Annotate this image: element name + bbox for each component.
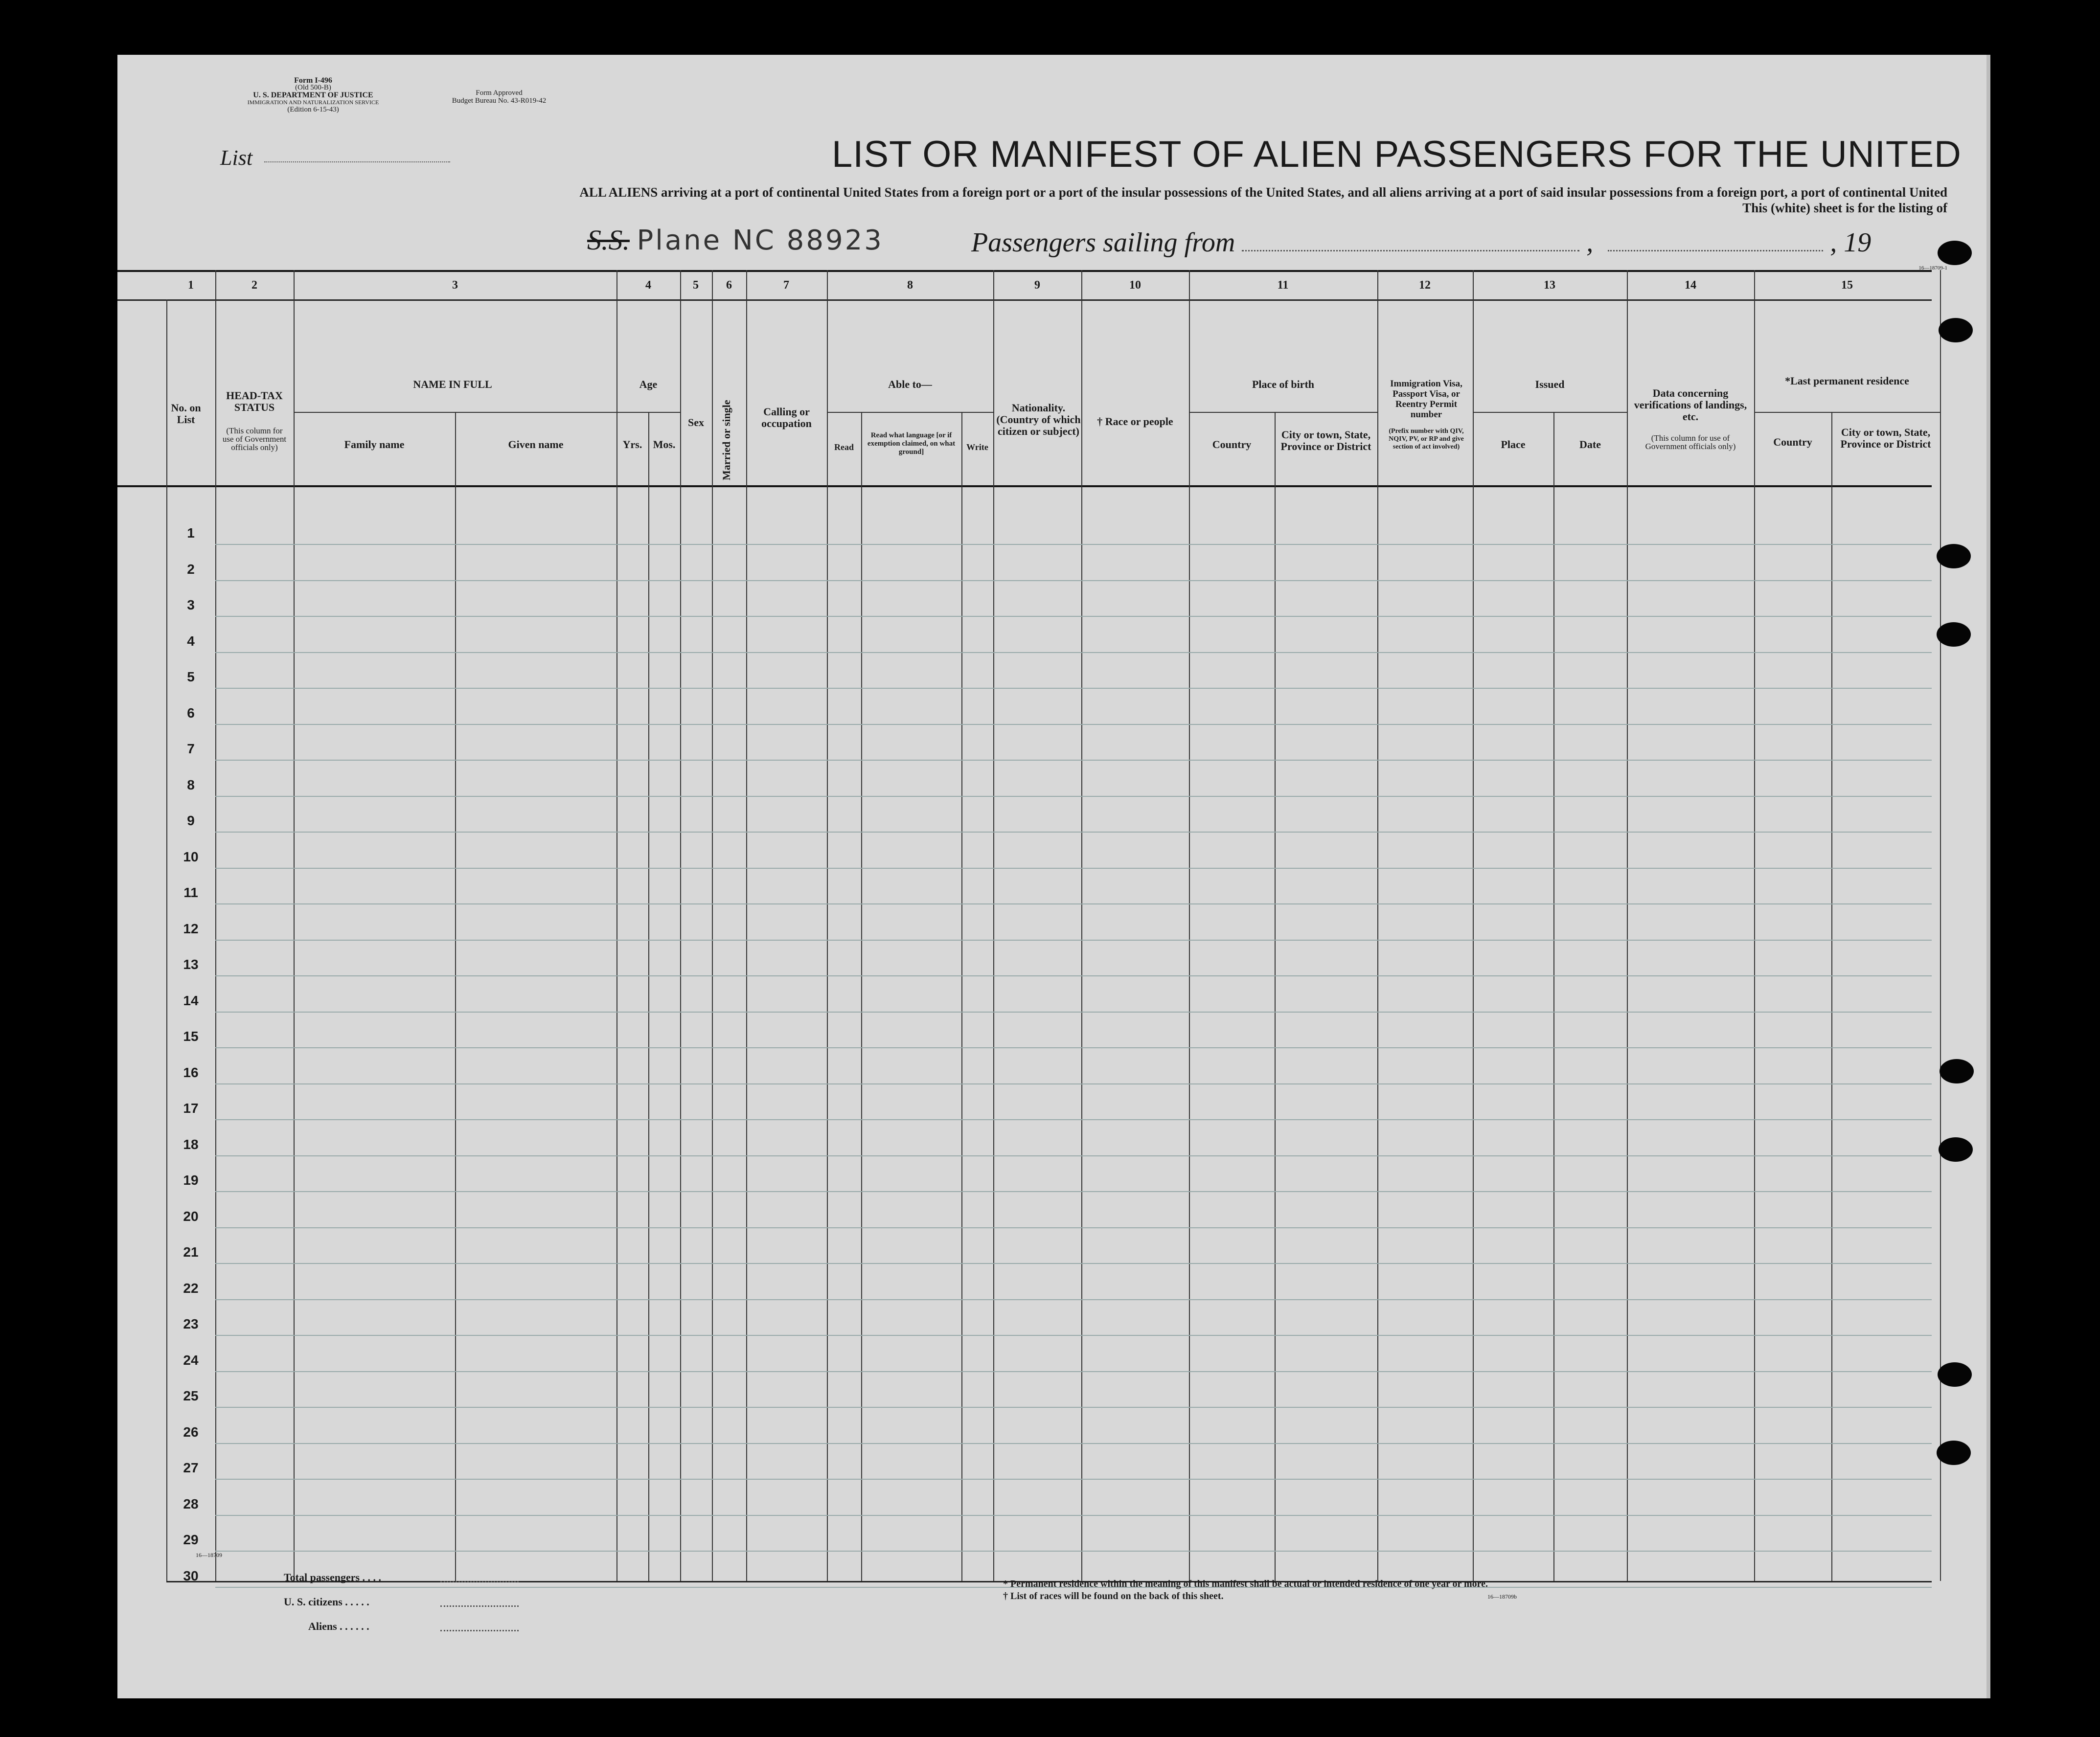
subheader-rule [1754,412,1940,413]
header-write: Write [966,442,988,452]
header-family-name: Family name [344,438,405,451]
row-number: 21 [183,1244,199,1260]
header-bottom-rule [117,485,1932,487]
table-top-rule [117,270,1932,272]
punch-hole [1937,1441,1971,1465]
row-rule [215,975,1932,976]
department-name: U. S. DEPARTMENT OF JUSTICE [253,91,373,99]
header-data-concerning: Data concerning verifications of landings, etc. [1634,387,1747,423]
column-number-12: 12 [1419,279,1431,292]
column-number-15: 15 [1841,279,1853,292]
row-rule [215,1515,1932,1516]
subheader-rule [1473,412,1627,413]
row-number: 15 [183,1029,199,1044]
row-number: 13 [183,957,199,972]
vessel-handwritten-name: Plane NC 88923 [637,225,884,256]
sailing-port-line [1242,250,1579,251]
us-citizens-label: U. S. citizens . . . . . [284,1596,369,1608]
row-number: 29 [183,1532,199,1547]
ss-label: S.S. [587,224,630,256]
row-number: 16 [183,1065,199,1080]
row-rule [215,1047,1932,1048]
header-issued: Issued [1535,378,1565,390]
footnote-races: † List of races will be found on the back of this sheet. [1003,1591,1224,1602]
row-rule [215,832,1932,833]
subheader-rule [827,412,993,413]
header-sex: Sex [688,416,704,429]
header-last-residence: *Last permanent residence [1785,375,1909,387]
sailing-label: Passengers sailing from [971,227,1235,258]
row-rule [215,1227,1932,1228]
column-number-11: 11 [1277,279,1289,292]
header-residence-city: City or town, State, Province or District [1840,426,1931,450]
punch-hole [1938,1362,1972,1387]
header-race: † Race or people [1097,415,1173,428]
row-rule [215,1407,1932,1408]
row-rule [215,1119,1932,1120]
column-number-10: 10 [1129,279,1141,292]
row-rule [215,1479,1932,1480]
row-rule [215,1551,1932,1552]
row-rule [215,544,1932,545]
column-divider [961,412,962,1581]
header-married: Married or single [720,400,732,480]
list-label: List [220,146,253,170]
column-divider [1081,270,1082,1581]
column-divider [215,270,216,1581]
row-number: 2 [187,562,195,577]
total-passengers-label: Total passengers . . . . [284,1571,382,1583]
row-rule [215,1335,1932,1336]
page-title: LIST OR MANIFEST OF ALIEN PASSENGERS FOR THE UNITED [832,134,1962,175]
row-rule [215,903,1932,904]
column-divider [616,270,617,1581]
form-code-bottom-left: 16—18709 [196,1552,222,1558]
row-number: 27 [183,1460,199,1475]
header-head-tax-note: (This column for use of Government officials only) [222,426,287,452]
form-number: Form I-496 [294,76,332,85]
row-rule [215,760,1932,761]
form-code-bottom-right: 16—18709b [1487,1593,1517,1600]
approval-block [431,89,568,105]
row-number: 30 [183,1568,199,1583]
row-rule [215,616,1932,617]
header-name-in-full: NAME IN FULL [413,378,492,390]
row-rule [215,868,1932,869]
column-divider [455,412,456,1581]
header-visa-note: (Prefix number with QIV, NQIV, PV, or RP and give section of act involved) [1389,428,1464,451]
aliens-label: Aliens . . . . . . [308,1620,369,1632]
row-rule [215,652,1932,653]
subtitle-line-1: ALL ALIENS arriving at a port of continental United States from a foreign port or a port of the insular possessions of the United States, and all aliens arriving at a port of said insular possessions from a foreign port, a port of continental United [579,185,1947,200]
row-number: 20 [183,1209,199,1224]
header-issued-date: Date [1579,438,1601,451]
column-number-14: 14 [1685,279,1696,292]
column-number-8: 8 [907,279,913,292]
us-citizens-field[interactable] [440,1605,519,1607]
column-divider [1553,412,1554,1581]
column-number-5: 5 [693,279,699,292]
row-rule [215,1083,1932,1084]
sailing-date-line [1608,250,1823,251]
row-rule [215,724,1932,725]
row-rule [215,580,1932,581]
row-number: 5 [187,669,195,684]
column-divider [746,270,747,1581]
header-birth-city: City or town, State, Province or District [1280,429,1371,452]
column-divider [1940,270,1941,1581]
row-number: 4 [187,633,195,649]
list-number-field[interactable] [264,161,450,162]
row-rule [215,796,1932,797]
edition-date: (Edition 6-15-43) [287,106,339,113]
header-read-what-language: Read what language [or if exemption claimed, on what ground] [867,431,956,456]
header-head-tax: HEAD-TAX STATUS [226,389,283,413]
row-number: 7 [187,741,195,756]
footnote-residence: * Permanent residence within the meaning of this manifest shall be actual or intended residence of one year or more. [1003,1579,1488,1589]
row-number: 17 [183,1101,199,1116]
column-number-rule [117,299,1932,301]
row-number: 24 [183,1353,199,1368]
punch-hole [1939,1137,1973,1162]
header-birth-country: Country [1212,438,1252,451]
manifest-sheet [117,55,1990,1698]
column-divider [294,270,295,1581]
row-number: 19 [183,1173,199,1188]
column-divider [1275,412,1276,1581]
header-visa: Immigration Visa, Passport Visa, or Reentry Permit number [1390,379,1462,420]
punch-hole [1940,1059,1974,1083]
approval-line-1: Form Approved [476,89,523,97]
column-divider [1831,412,1832,1581]
row-number: 1 [187,525,195,541]
row-number: 23 [183,1316,199,1331]
header-nationality: Nationality. (Country of which citizen or subject) [996,402,1081,437]
header-able-to: Able to— [888,378,932,390]
form-code-top: 16—18709-1 [1918,265,1947,271]
row-number: 28 [183,1496,199,1511]
row-number: 6 [187,705,195,721]
row-rule [215,940,1932,941]
header-calling: Calling or occupation [761,406,812,429]
column-divider [680,270,681,1581]
row-rule [215,1263,1932,1264]
column-divider [1754,270,1755,1581]
column-divider [1473,270,1474,1581]
row-rule [215,1443,1932,1444]
column-number-6: 6 [726,279,732,292]
row-rule [215,1155,1932,1156]
row-rule [215,1191,1932,1192]
sailing-field[interactable]: Passengers sailing from , , 19 [971,227,1872,258]
row-number: 10 [183,849,199,864]
aliens-field[interactable] [440,1630,519,1631]
punch-hole [1937,622,1971,647]
column-number-13: 13 [1544,279,1555,292]
column-divider [993,270,994,1581]
row-rule [215,1012,1932,1013]
header-mos: Mos. [653,438,676,451]
form-identifier-block [215,77,411,113]
column-divider [648,412,649,1581]
column-number-2: 2 [251,279,257,292]
service-name: IMMIGRATION AND NATURALIZATION SERVICE [247,99,379,106]
subheader-rule [1189,412,1377,413]
column-number-3: 3 [452,279,458,292]
column-divider [861,412,862,1581]
row-number: 25 [183,1388,199,1403]
approval-line-2: Budget Bureau No. 43-R019-42 [452,97,547,105]
column-number-9: 9 [1034,279,1040,292]
column-divider [1377,270,1378,1581]
header-read: Read [834,442,854,452]
header-no-on-list: No. on List [171,402,201,426]
punch-hole [1937,544,1971,568]
column-number-1: 1 [188,279,194,292]
row-number: 9 [187,813,195,828]
row-number: 18 [183,1137,199,1152]
column-divider [166,299,167,1581]
row-number: 3 [187,597,195,612]
column-divider [827,270,828,1581]
header-age: Age [639,378,658,390]
row-rule [215,1371,1932,1372]
header-yrs: Yrs. [622,438,642,451]
header-data-note: (This column for use of Government officials only) [1645,433,1736,451]
passenger-table [117,270,1932,1581]
column-divider [712,270,713,1581]
header-place-of-birth: Place of birth [1252,378,1315,390]
column-divider [1189,270,1190,1581]
header-given-name: Given name [508,438,564,451]
row-number: 26 [183,1424,199,1440]
punch-hole [1939,318,1973,342]
column-number-7: 7 [783,279,789,292]
column-divider [1627,270,1628,1581]
row-number: 22 [183,1281,199,1296]
punch-hole [1938,241,1972,265]
column-number-4: 4 [645,279,651,292]
year-prefix: , 19 [1830,227,1872,258]
subtitle-line-2: This (white) sheet is for the listing of [1742,201,1947,215]
header-residence-country: Country [1773,436,1812,448]
header-issued-place: Place [1501,438,1526,451]
row-rule [215,1299,1932,1300]
row-number: 12 [183,921,199,936]
vessel-field[interactable] [587,224,884,256]
row-number: 8 [187,777,195,792]
row-rule [215,688,1932,689]
total-passengers-field[interactable] [440,1581,519,1582]
row-number: 11 [183,885,198,900]
row-number: 14 [183,993,199,1008]
old-form-number: (Old 500-B) [295,84,331,91]
